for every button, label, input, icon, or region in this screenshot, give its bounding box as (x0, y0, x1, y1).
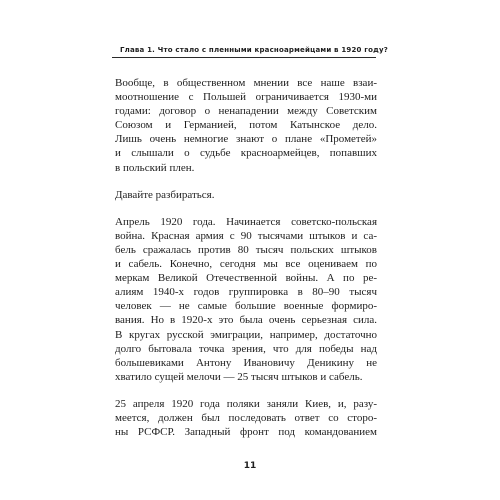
text-line: хватило сущей мелочи — 25 тысяч штыков и сабель. (115, 370, 363, 383)
text-line: Вообще, в общественном мнении все наше взаи- (115, 77, 377, 89)
text-line: человек — не самые большие военные формиро- (115, 300, 377, 313)
body-text (115, 76, 377, 439)
paragraph-3 (115, 215, 377, 384)
text-line: вания. Но в 1920-х это была очень серьезная сила. (115, 314, 377, 327)
header-rule (112, 57, 376, 58)
text-line: долго бытовала точка зрения, что для победы над (115, 342, 377, 355)
text-line: и слышали о судьбе красноармейцев, попавших (115, 147, 377, 160)
running-head: Глава 1. Что стало с пленными красноармейцами в 1920 году? (120, 46, 388, 54)
text-line: меется, должен был последовать ответ со сторо- (115, 411, 377, 424)
paragraph-gap (115, 175, 377, 188)
text-line: В кругах русской эмиграции, например, достаточно (115, 328, 377, 341)
text-line: Союзом и Германией, потом Катынское дело. (115, 119, 377, 132)
text-line: и сабель. Конечно, сегодня мы все оцениваем по (115, 258, 377, 271)
text-line: Апрель 1920 года. Начинается советско-польская (115, 215, 377, 228)
paragraph-2 (115, 188, 377, 202)
text-line: годами: договор о ненападении между Советским (115, 105, 377, 118)
paragraph-4 (115, 397, 377, 439)
text-line: Лишь очень немногие знают о плане «Прометей» (115, 133, 377, 146)
text-line: большевиками Антону Ивановичу Деникину не (115, 356, 377, 369)
text-line: Давайте разбираться. (115, 188, 215, 201)
text-line: ны РСФСР. Западный фронт под командованием (115, 426, 377, 439)
text-line: бель сражалась против 80 тысяч польских штыков (115, 243, 377, 256)
text-line: алиям 1940-х годов группировка в 80–90 тысяч (115, 286, 377, 299)
paragraph-1 (115, 76, 377, 175)
text-line: меркам Великой Отечественной войны. А по ре- (115, 272, 377, 285)
text-line: в польский плен. (115, 161, 195, 174)
text-line: 25 апреля 1920 года поляки заняли Киев, и, разу- (115, 397, 377, 410)
text-line: моотношение с Польшей ограничивается 1930-ми (115, 91, 377, 104)
text-line: война. Красная армия с 90 тысячами штыков и са- (115, 229, 377, 242)
paragraph-gap (115, 384, 377, 397)
page-number: 11 (243, 461, 257, 471)
paragraph-gap (115, 202, 377, 215)
